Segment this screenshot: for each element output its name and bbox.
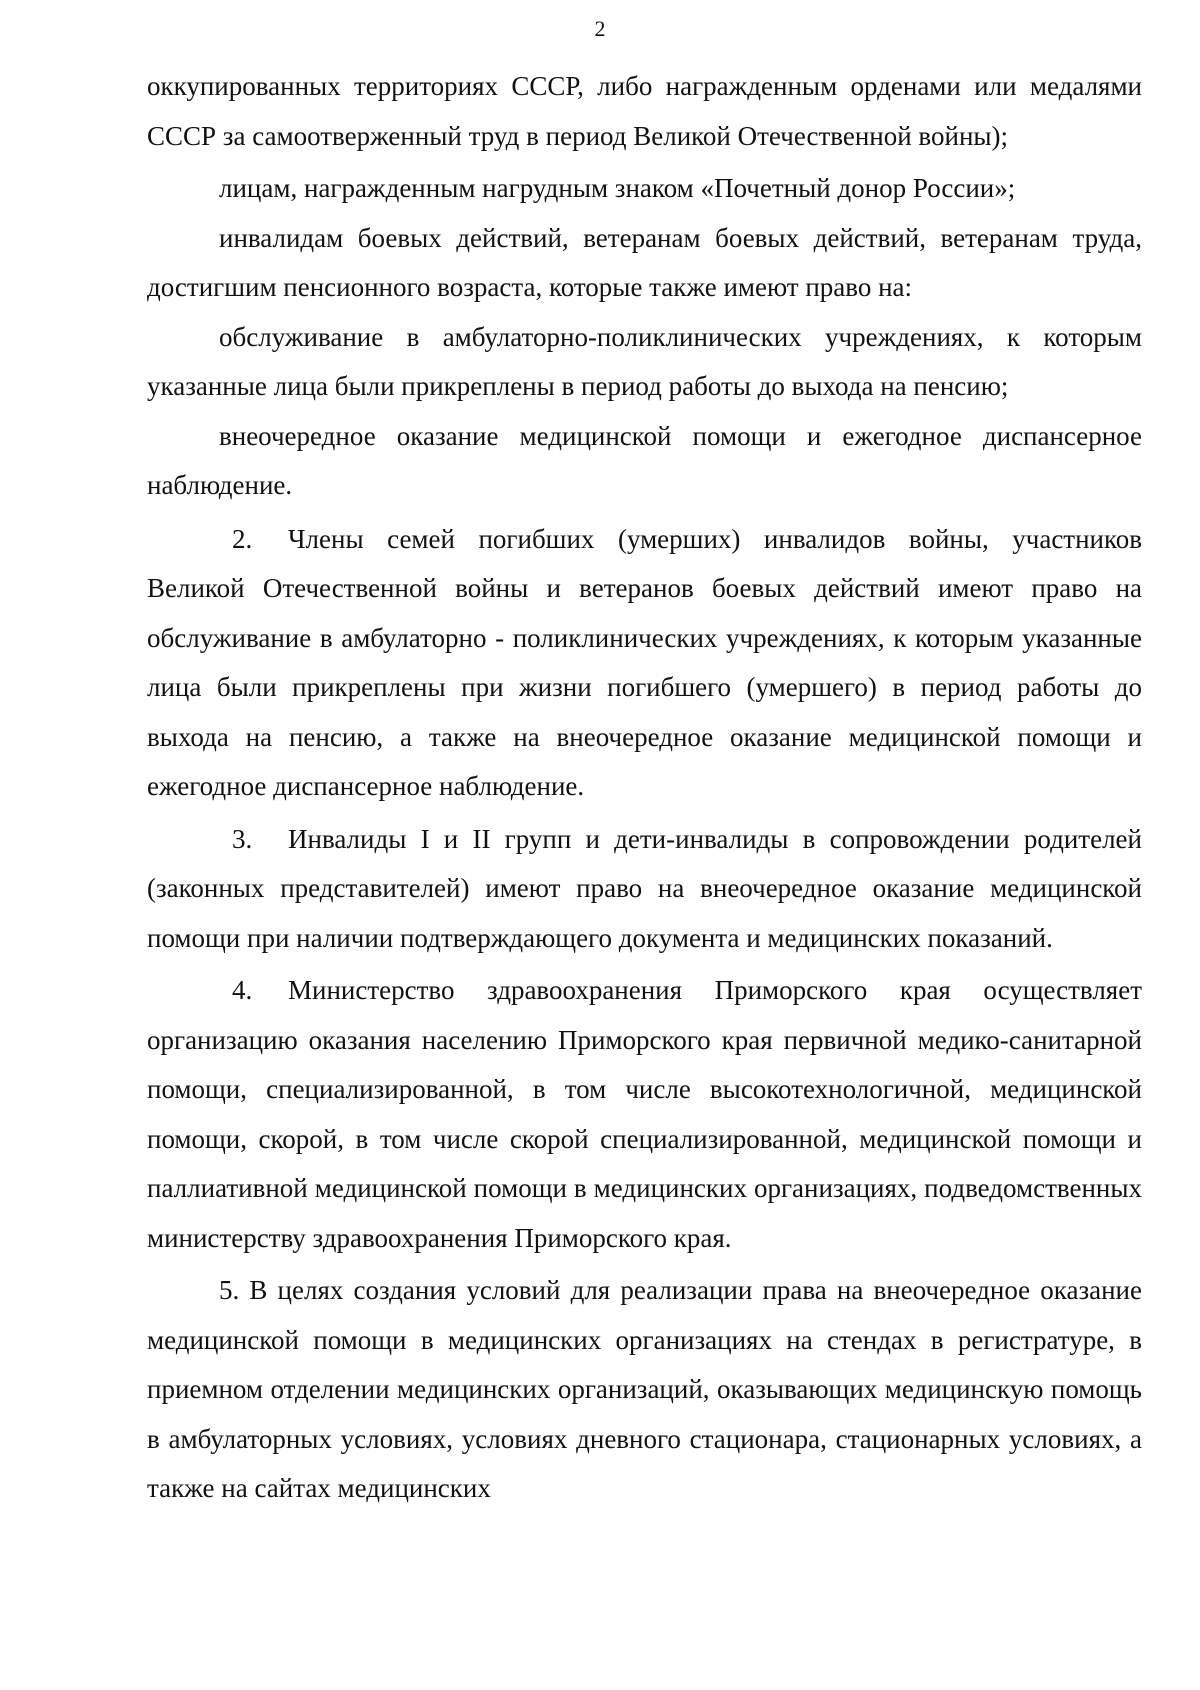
item-text: Члены семей погибших (умерших) инвалидов войны, участников Великой Отечественной войны и ветеранов боевых действий имеют право на обслуживание в амбулаторно - поликлинических учреждениях, к которым указанные лица были прикреплены при жизни погибшего (умершего) в период работы до выхода на пенсию, а также на внеочередное оказание медицинской помощи и ежегодное диспансерное наблюдение. — [147, 523, 1142, 801]
paragraph-service: обслуживание в амбулаторно-поликлинических учреждениях, к которым указанные лица были прикреплены в период работы до выхода на пенсию; — [147, 321, 1142, 401]
numbered-item-5 — [147, 1266, 1142, 1514]
item-number: 3. — [232, 823, 253, 854]
document-body — [147, 62, 1142, 1514]
numbered-item-2 — [147, 515, 1142, 812]
item-text: Министерство здравоохранения Приморского края осуществляет организацию оказания населению Приморского края первичной медико-санитарной помощи, специализированной, в том числе высокотехнологичной, медицинской помощи, скорой, в том числе скорой специализированной, медицинской помощи и паллиативной медицинской помощи в медицинских организациях, подведомственных министерству здравоохранения Приморского края. — [147, 975, 1142, 1253]
paragraph-donor: лицам, награжденным нагрудным знаком «Почетный донор России»; — [219, 173, 1016, 203]
page-number: 2 — [594, 16, 606, 41]
item-number: 4. — [232, 975, 253, 1005]
item-text: В целях создания условий для реализации права на внеочередное оказание медицинской помощи в медицинских организациях на стендах в регистратуре, в приемном отделении медицинских организаций, оказывающих медицинскую помощь в амбулаторных условиях, условиях дневного стационара, стационарных условиях, а также на сайтах медицинских — [147, 1275, 1142, 1503]
paragraph-priority-care: внеочередное оказание медицинской помощи и ежегодное диспансерное наблюдение. — [147, 420, 1142, 500]
paragraph-veterans: инвалидам боевых действий, ветеранам боевых действий, ветеранам труда, достигшим пенсионного возраста, которые также имеют право на: — [147, 222, 1142, 302]
numbered-item-4 — [147, 966, 1142, 1263]
numbered-item-3 — [147, 815, 1142, 964]
paragraph-continuation: оккупированных территориях СССР, либо награжденным орденами или медалями СССР за самоотверженный труд в период Великой Отечественной войны); — [147, 71, 1142, 151]
item-number: 2. — [232, 523, 253, 554]
item-text: Инвалиды I и II групп и дети-инвалиды в сопровождении родителей (законных представителей) имеют право на внеочередное оказание медицинской помощи при наличии подтверждающего документа и медицинских показаний. — [147, 823, 1142, 953]
item-number-inline: 5. — [219, 1275, 240, 1305]
